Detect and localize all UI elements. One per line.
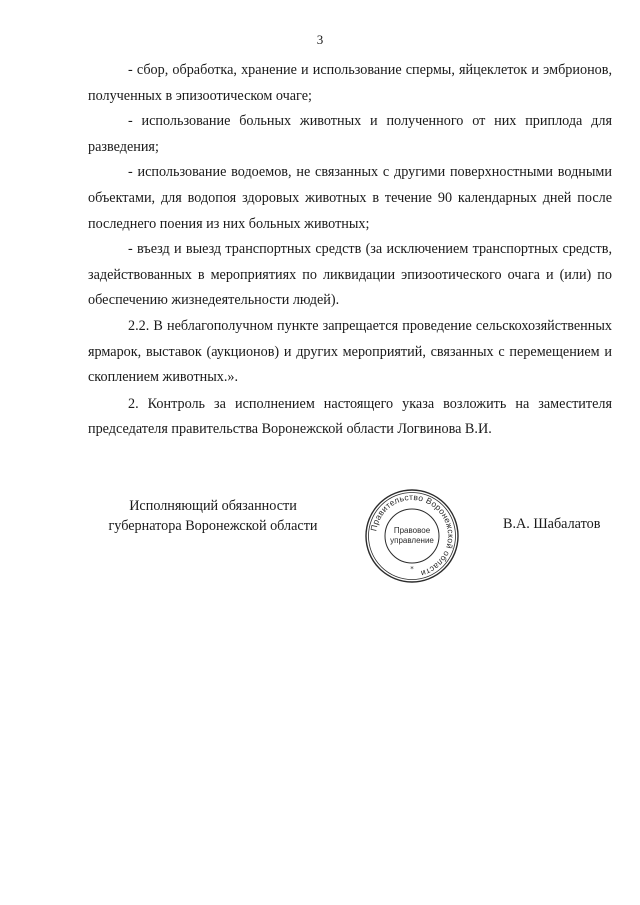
signatory-position-line2: губернатора Воронежской области <box>108 518 318 534</box>
paragraph-sick-animals-breeding: - использование больных животных и полученного от них приплода для разведения; <box>88 113 612 155</box>
stamp-inner-line1: Правовое <box>393 526 431 535</box>
page-number: 3 <box>316 32 324 47</box>
paragraph-water-bodies: - использование водоемов, не связанных с другими поверхностными водными объектами, для водопоя здоровых животных в течение 90 календарных дней после последнего поения из них больных животных; <box>88 164 612 232</box>
stamp-outer-text: Правительство Воронежской области <box>368 491 457 579</box>
signatory-position <box>88 496 338 536</box>
signatory-name: В.А. Шабалатов <box>503 516 601 532</box>
paragraph-sperm-collection: - сбор, обработка, хранение и использование спермы, яйцеклеток и эмбрионов, полученных в эпизоотическом очаге; <box>88 62 612 104</box>
stamp-star-icon: * <box>410 565 414 573</box>
official-stamp <box>362 486 462 586</box>
stamp-inner-line2: управление <box>390 536 434 545</box>
paragraph-vehicle-entry: - въезд и выезд транспортных средств (за исключением транспортных средств, задействованных в мероприятиях по ликвидации эпизоотического очага и (или) по обеспечению жизнедеятельности людей). <box>88 241 612 309</box>
paragraph-control: 2. Контроль за исполнением настоящего указа возложить на заместителя председателя правительства Воронежской области Логвинова В.И. <box>88 395 612 438</box>
signature-block <box>0 491 640 596</box>
signatory-position-line1: Исполняющий обязанности <box>129 498 297 514</box>
document-body <box>88 58 612 443</box>
paragraph-fairs-ban: 2.2. В неблагополучном пункте запрещается проведение сельскохозяйственных ярмарок, выставок (аукционов) и других мероприятий, связанных с перемещением и скоплением животных.». <box>88 317 612 386</box>
